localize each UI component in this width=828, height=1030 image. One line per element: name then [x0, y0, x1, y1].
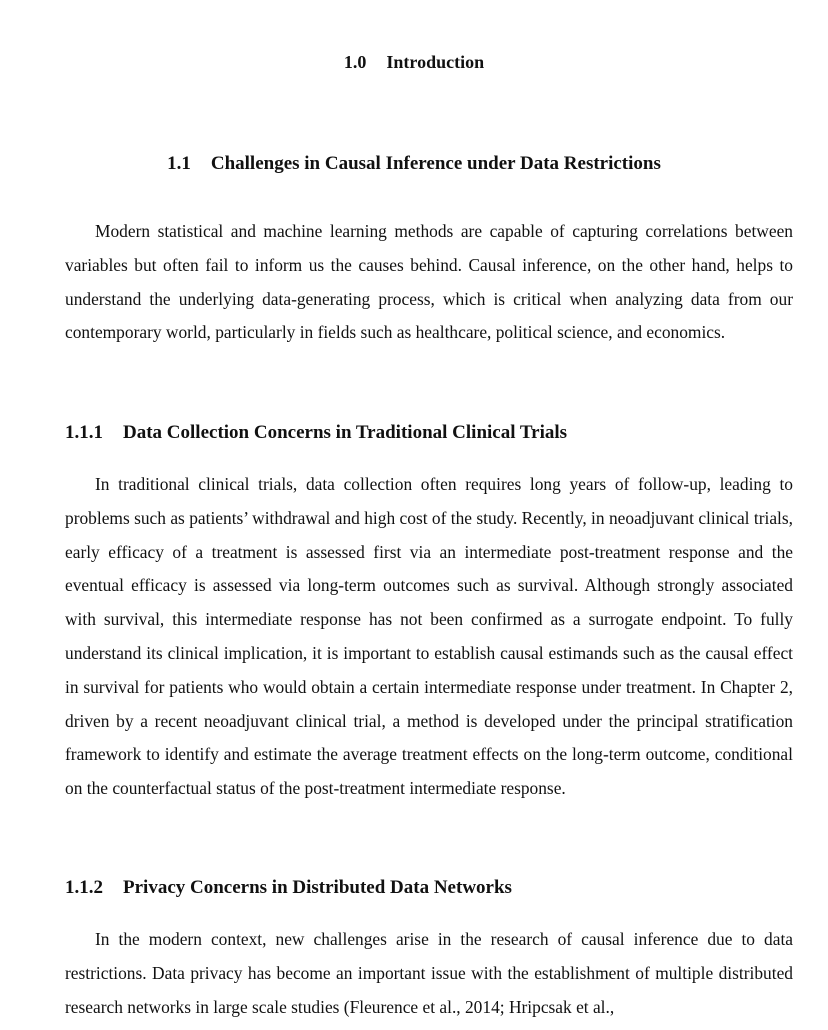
- chapter-number: 1.0: [343, 52, 367, 72]
- subsection-heading-data-collection: [65, 422, 567, 444]
- paragraph-intro: Modern statistical and machine learning methods are capable of capturing correlations between variables but often fail to inform us the causes behind. Causal inference, on the other hand, helps to understand the underlying data-generating process, which is critical when analyzing data from our contemporary world, particularly in fields such as healthcare, political science, and economics.: [65, 221, 793, 343]
- paragraph-clinical-trials: In traditional clinical trials, data collection often requires long years of follow-up, leading to problems such as patients’ withdrawal and high cost of the study. Recently, in neoadjuvant clinical trials, early efficacy of a treatment is assessed first via an intermediate post-treatment response and the eventual efficacy is assessed via long-term outcomes such as survival. Although strongly associated with survival, this intermediate response has not been confirmed as a surrogate endpoint. To fully understand its clinical implication, it is important to establish causal estimands such as the causal effect in survival for patients who would obtain a certain intermediate response under treatment. In Chapter 2, driven by a recent neoadjuvant clinical trial, a method is developed under the principal stratification framework to identify and estimate the average treatment effects on the long-term outcome, conditional on the counterfactual status of the post-treatment intermediate response.: [65, 474, 793, 799]
- subsection-title: Privacy Concerns in Distributed Data Networks: [123, 877, 512, 898]
- chapter-heading: [0, 52, 828, 73]
- paragraph-privacy: In the modern context, new challenges arise in the research of causal inference due to data restrictions. Data privacy has become an important issue with the establishment of multiple distributed research networks in large scale studies (Fleurence et al., 2014; Hripcsak et al.,: [65, 929, 793, 1017]
- section-heading: [0, 153, 828, 175]
- section-title: Challenges in Causal Inference under Data Restrictions: [210, 153, 661, 174]
- section-number: 1.1: [167, 153, 191, 174]
- subsection-number: 1.1.1: [65, 422, 103, 443]
- subsection-heading-privacy: [65, 877, 512, 899]
- chapter-title: Introduction: [386, 52, 485, 72]
- subsection-title: Data Collection Concerns in Traditional Clinical Trials: [123, 422, 568, 443]
- subsection-number: 1.1.2: [65, 877, 103, 898]
